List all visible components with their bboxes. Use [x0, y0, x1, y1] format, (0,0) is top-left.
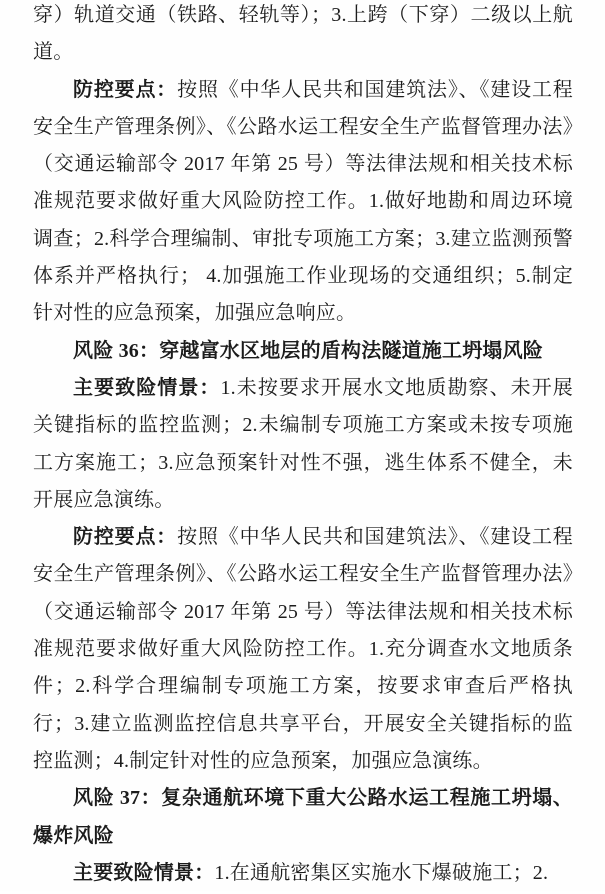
bold-label-run: 风险 37：复杂通航环境下重大公路水运工程施工坍塌、爆炸风险	[33, 787, 573, 847]
text-run: 按照《中华人民共和国建筑法》、《建设工程安全生产管理条例》、《公路水运工程安全生产监督管理办法》（交通运输部令 2017 年第 25 号）等法律法规和相关技术标准规范要求做好重大风险防控工作。1.做好地勘和周边环境调查；2.科学合理编制、审批专项施工方案；3.建立监测预警体系并严格执行； 4.加强施工作业现场的交通组织；5.制定针对性的应急预案，加强应急响应。	[33, 78, 573, 325]
text-run: 1.未按要求开展水文地质勘察、未开展关键指标的监控监测；2.未编制专项施工方案或未按专项施工方案施工；3.应急预案针对性不强，逃生体系不健全，未开展应急演练。	[33, 376, 573, 511]
bold-label-run: 防控要点：	[73, 526, 178, 549]
risk-heading	[33, 333, 573, 370]
text-run: 穿）轨道交通（铁路、轻轨等）；3.上跨（下穿）二级以上航道。	[33, 4, 573, 64]
paragraph	[33, 855, 573, 892]
paragraph	[33, 370, 573, 519]
paragraph	[33, 72, 573, 333]
text-run: 1.在通航密集区实施水下爆破施工；2.	[214, 861, 549, 884]
text-run: 按照《中华人民共和国建筑法》、《建设工程安全生产管理条例》、《公路水运工程安全生产监督管理办法》（交通运输部令 2017 年第 25 号）等法律法规和相关技术标准规范要求做好重大风险防控工作。1.充分调查水文地质条件；2.科学合理编制专项施工方案，按要求审查后严格执行；3.建立监测监控信息共享平台，开展安全关键指标的监控监测；4.制定针对性的应急预案，加强应急演练。	[33, 526, 573, 772]
document-body	[33, 0, 573, 892]
paragraph	[33, 519, 573, 780]
risk-heading	[33, 780, 573, 855]
bold-label-run: 主要致险情景：	[73, 376, 221, 399]
bold-label-run: 主要致险情景：	[73, 861, 215, 884]
bold-label-run: 防控要点：	[73, 78, 178, 101]
paragraph	[33, 0, 573, 72]
bold-label-run: 风险 36：穿越富水区地层的盾构法隧道施工坍塌风险	[73, 339, 543, 362]
